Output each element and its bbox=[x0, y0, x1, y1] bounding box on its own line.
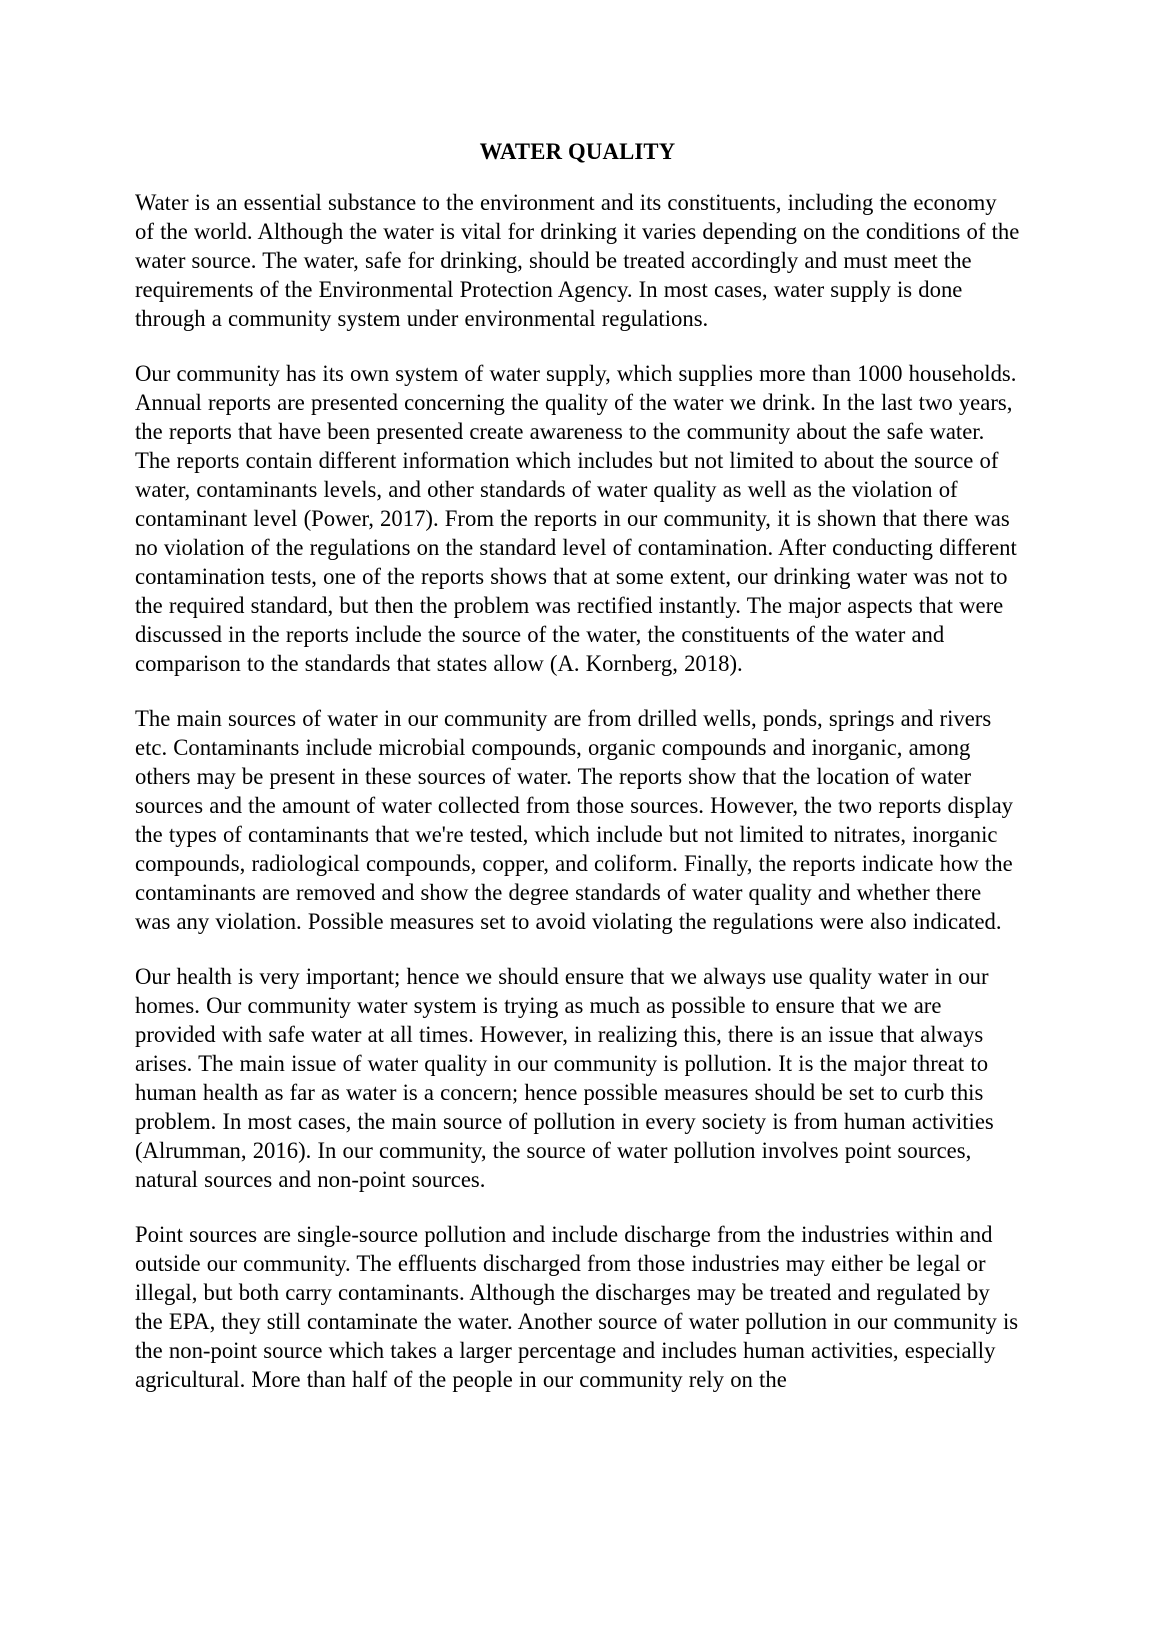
paragraph: Our health is very important; hence we should ensure that we always use quality water in our homes. Our community water system is trying as much as possible to ensure that we are provided with safe water at all times. However, in realizing this, there is an issue that always arises. The main issue of water quality in our community is pollution. It is the major threat to human health as far as water is a concern; hence possible measures should be set to curb this problem. In most cases, the main source of pollution in every society is from human activities (Alrumman, 2016). In our community, the source of water pollution involves point sources, natural sources and non-point sources. bbox=[135, 964, 994, 1192]
paragraph: Our community has its own system of water supply, which supplies more than 1000 households. Annual reports are presented concerning the quality of the water we drink. In the last two years, the reports that have been presented create awareness to the community about the safe water. The reports contain different information which includes but not limited to about the source of water, contaminants levels, and other standards of water quality as well as the violation of contaminant level (Power, 2017). From the reports in our community, it is shown that there was no violation of the regulations on the standard level of contamination. After conducting different contamination tests, one of the reports shows that at some extent, our drinking water was not to the required standard, but then the problem was rectified instantly. The major aspects that were discussed in the reports include the source of the water, the constituents of the water and comparison to the standards that states allow (A. Kornberg, 2018). bbox=[135, 361, 1017, 676]
document-title: WATER QUALITY bbox=[479, 139, 676, 164]
paragraph: The main sources of water in our community are from drilled wells, ponds, springs and rivers etc. Contaminants include microbial compounds, organic compounds and inorganic, among others may be present in these sources of water. The reports show that the location of water sources and the amount of water collected from those sources. However, the two reports display the types of contaminants that we're tested, which include but not limited to nitrates, inorganic compounds, radiological compounds, copper, and coliform. Finally, the reports indicate how the contaminants are removed and show the degree standards of water quality and whether there was any violation. Possible measures set to avoid violating the regulations were also indicated. bbox=[135, 706, 1014, 934]
paragraph: Water is an essential substance to the environment and its constituents, including the economy of the world. Although the water is vital for drinking it varies depending on the conditions of the water source. The water, safe for drinking, should be treated accordingly and must meet the requirements of the Environmental Protection Agency. In most cases, water supply is done through a community system under environmental regulations. bbox=[135, 190, 1020, 331]
document-body bbox=[135, 188, 1020, 1394]
paragraph: Point sources are single-source pollution and include discharge from the industries within and outside our community. The effluents discharged from those industries may either be legal or illegal, but both carry contaminants. Although the discharges may be treated and regulated by the EPA, they still contaminate the water. Another source of water pollution in our community is the non-point source which takes a larger percentage and includes human activities, especially agricultural. More than half of the people in our community rely on the bbox=[135, 1222, 1019, 1392]
